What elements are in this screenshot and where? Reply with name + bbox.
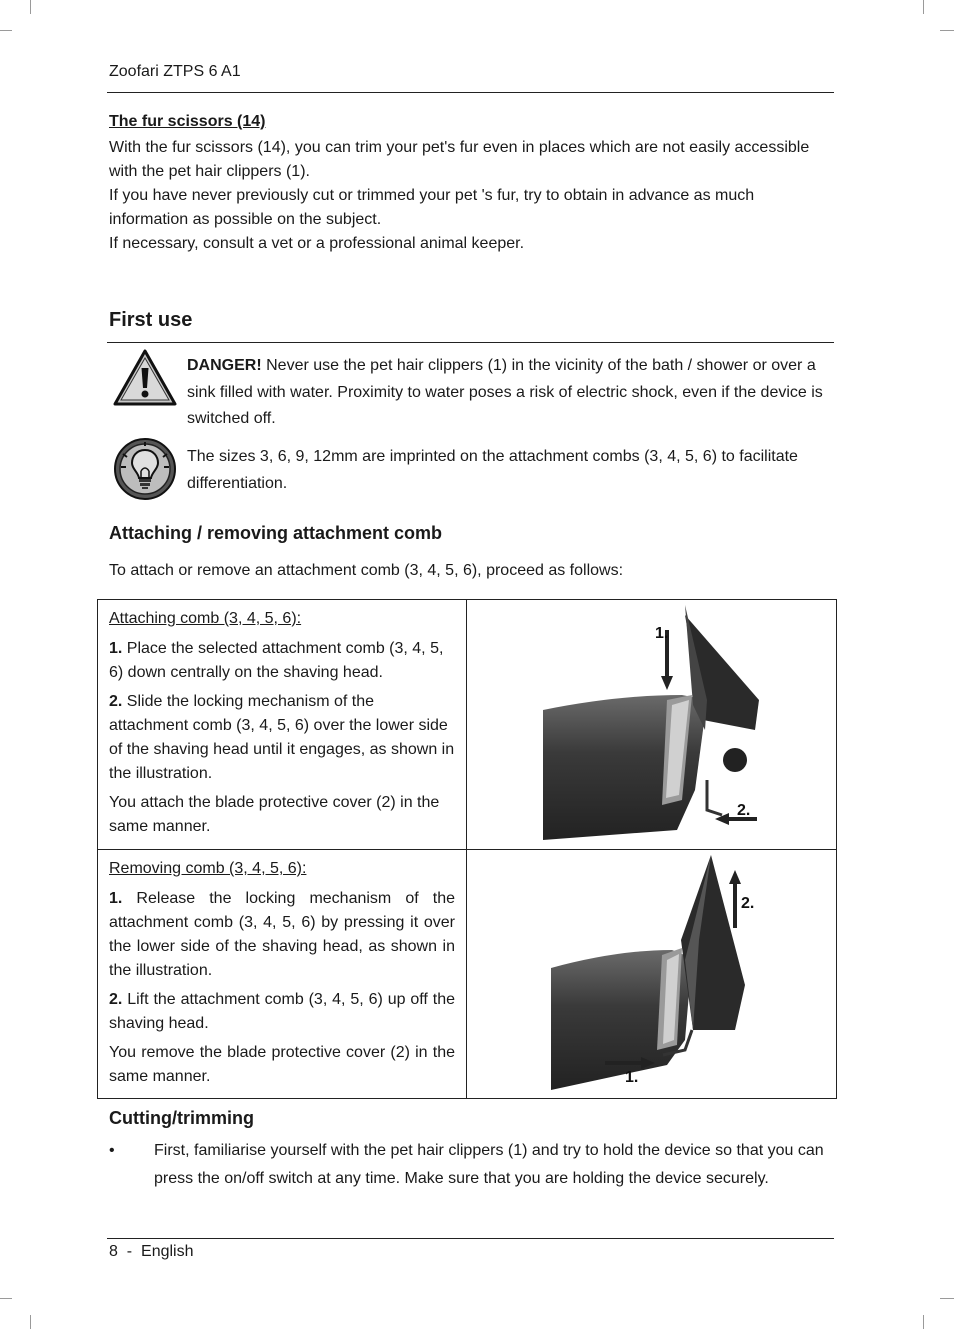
crop-mark: [923, 0, 924, 14]
crop-mark: [940, 30, 954, 31]
steps-table: [97, 599, 837, 1099]
remove-heading: Removing comb (3, 4, 5, 6):: [109, 860, 307, 877]
step-text: Slide the locking mechanism of the attachment comb (3, 4, 5, 6) over the lower side of the shaving head until it engages, as shown in the illustration.: [109, 693, 455, 782]
scissors-title: The fur scissors (14): [109, 113, 266, 130]
bullet-text: First, familiarise yourself with the pet hair clippers (1) and try to hold the device so that you can press the on/off switch at any time. Make sure that you are holding the device securely.: [154, 1142, 824, 1187]
step-number: 2.: [109, 693, 123, 710]
step-text: Release the locking mechanism of the attachment comb (3, 4, 5, 6) by pressing it over the lower side of the shaving head, as shown in the illustration.: [109, 890, 455, 979]
figure-label-2: 2.: [741, 895, 755, 912]
figure-label-1: 1.: [625, 1069, 639, 1086]
cutting-title: Cutting/trimming: [109, 1108, 254, 1128]
attach-heading: Attaching comb (3, 4, 5, 6):: [109, 610, 302, 627]
footer-rule: [107, 1238, 834, 1239]
danger-text: Never use the pet hair clippers (1) in the vicinity of the bath / shower or over a sink filled with water. Proximity to water poses a risk of electric shock, even if the device is switched off.: [187, 357, 823, 427]
first-use-rule: [107, 342, 834, 343]
attaching-title: Attaching / removing attachment comb: [109, 523, 443, 543]
crop-mark: [923, 1315, 924, 1329]
step-number: 1.: [109, 890, 123, 907]
attach-note: You attach the blade protective cover (2) in the same manner.: [109, 794, 440, 835]
remove-step-2: [109, 988, 455, 1036]
crop-mark: [0, 30, 12, 31]
attach-steps-cell: [98, 600, 467, 850]
scissors-paragraph-3: If necessary, consult a vet or a professional animal keeper.: [109, 235, 525, 252]
step-text: Place the selected attachment comb (3, 4, 5, 6) down centrally on the shaving head.: [109, 640, 444, 681]
remove-comb-illustration: [467, 850, 836, 1093]
figure-label-2: 2.: [737, 802, 751, 819]
danger-warning: [187, 353, 827, 433]
step-number: 1.: [109, 640, 123, 657]
crop-mark: [30, 0, 31, 14]
scissors-paragraph-2: If you have never previously cut or trimmed your pet 's fur, try to obtain in advance as much information as possible on the subject.: [109, 187, 755, 228]
step-number: 2.: [109, 991, 123, 1008]
tip-note: The sizes 3, 6, 9, 12mm are imprinted on the attachment combs (3, 4, 5, 6) to facilitate differentiation.: [187, 448, 798, 492]
list-item: [109, 1137, 839, 1193]
header-rule: [107, 92, 834, 93]
page-number: 8: [109, 1243, 118, 1260]
bullet-symbol: •: [109, 1142, 115, 1159]
attach-illustration-cell: [467, 600, 837, 850]
crop-mark: [30, 1315, 31, 1329]
attach-step-1: [109, 637, 455, 685]
crop-mark: [940, 1298, 954, 1299]
scissors-body: [109, 136, 835, 256]
remove-illustration-cell: [467, 850, 837, 1099]
danger-label: DANGER!: [187, 357, 262, 374]
footer-separator: -: [126, 1243, 133, 1260]
remove-steps-cell: [98, 850, 467, 1099]
step-text: Lift the attachment comb (3, 4, 5, 6) up off the shaving head.: [109, 991, 455, 1032]
table-row: [98, 850, 837, 1099]
lightbulb-tip-icon: [113, 437, 177, 501]
warning-triangle-icon: [112, 348, 178, 408]
first-use-title: First use: [109, 309, 193, 331]
attach-step-2: [109, 690, 455, 786]
attach-comb-illustration: [467, 600, 836, 844]
footer-language: English: [141, 1243, 194, 1260]
table-row: [98, 600, 837, 850]
remove-note: You remove the blade protective cover (2) in the same manner.: [109, 1044, 455, 1085]
attaching-intro: To attach or remove an attachment comb (3, 4, 5, 6), proceed as follows:: [109, 562, 624, 579]
crop-mark: [0, 1298, 12, 1299]
document-header: Zoofari ZTPS 6 A1: [109, 63, 241, 80]
scissors-paragraph-1: With the fur scissors (14), you can trim your pet's fur even in places which are not easily accessible with the pet hair clippers (1).: [109, 139, 810, 180]
remove-step-1: [109, 887, 455, 983]
page-footer: [109, 1243, 194, 1261]
figure-label-1: 1.: [655, 625, 669, 642]
